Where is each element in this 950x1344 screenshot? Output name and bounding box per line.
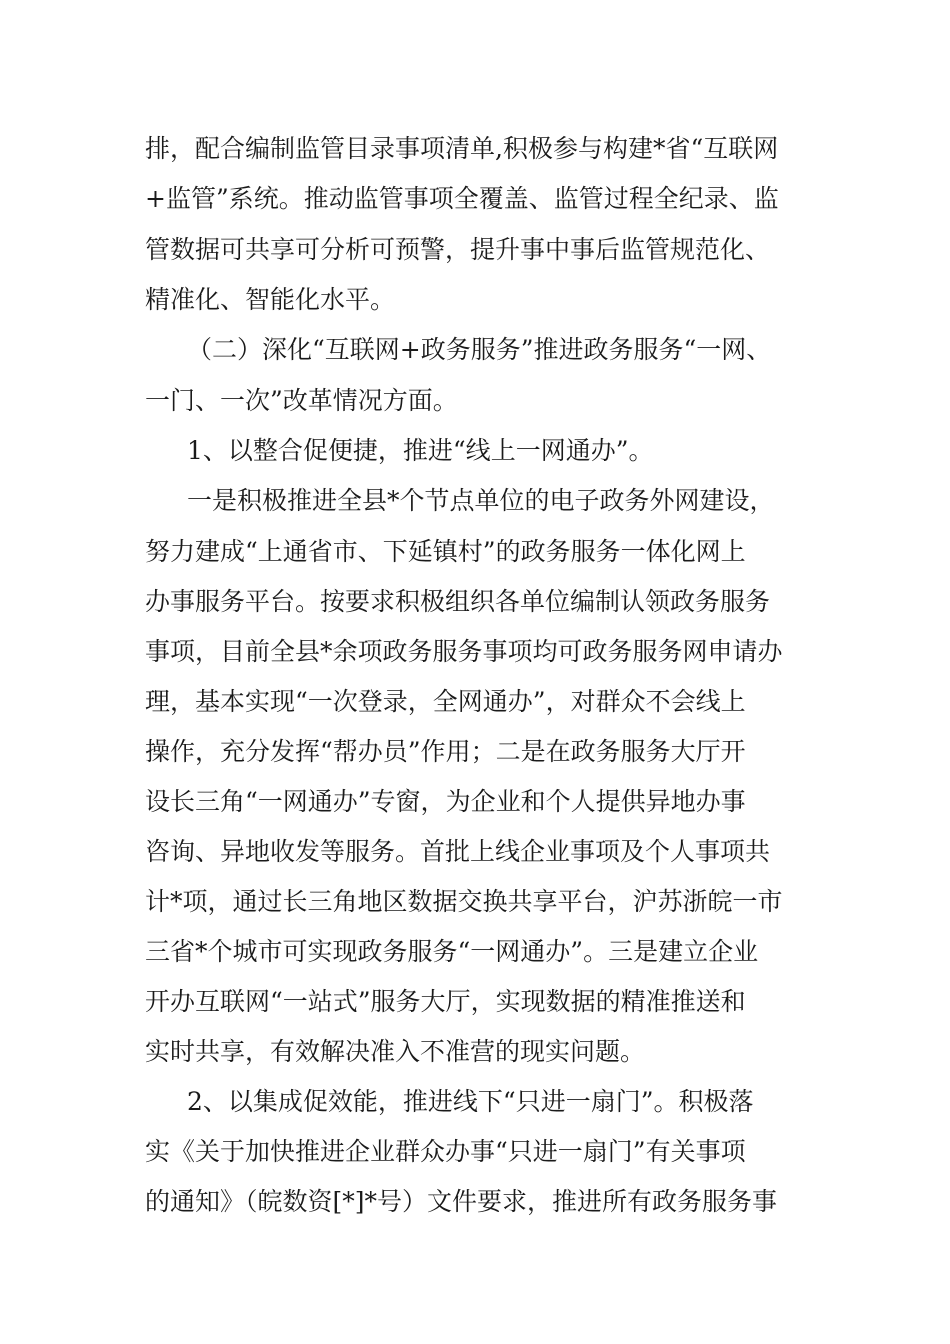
text-line-content: 一门、一次”改革情况方面。 [145,386,458,415]
text-line [145,677,950,727]
text-line-content: 一是积极推进全县*个节点单位的电子政务外网建设， [187,486,775,515]
text-line-content: 事项，目前全县*余项政务服务事项均可政务服务网申请办 [145,637,783,666]
text-line-content: 咨询、异地收发等服务。首批上线企业事项及个人事项共 [145,837,771,866]
text-line [145,275,950,325]
text-line-content: 的通知》（皖数资[*]*号）文件要求，推进所有政务服务事 [145,1187,778,1216]
text-line-content: 开办互联网“一站式”服务大厅，实现数据的精准推送和 [145,987,746,1016]
text-line-content: 管数据可共享可分析可预警，提升事中事后监管规范化、 [145,235,771,264]
text-line-content: +监管”系统。推动监管事项全覆盖、监管过程全纪录、监 [145,184,779,213]
text-line [145,627,950,677]
section-heading [187,325,950,375]
text-line [145,124,950,174]
text-line-content: 设长三角“一网通办”专窗，为企业和个人提供异地办事 [145,787,746,816]
subsection-heading-text: 1、以整合促便捷，推进“线上一网通办”。 [187,436,654,465]
text-line-content: 办事服务平台。按要求积极组织各单位编制认领政务服务 [145,587,771,616]
text-line [145,174,950,224]
subsection-heading-text: 2、以集成促效能，推进线下“只进一扇门”。积极落 [187,1087,754,1116]
text-line-content: 排，配合编制监管目录事项清单,积极参与构建*省“互联网 [145,134,779,163]
text-line-content: 实时共享，有效解决准入不准营的现实问题。 [145,1037,646,1066]
text-line [145,927,950,977]
text-line [145,376,950,426]
text-line [145,977,950,1027]
text-line [145,1127,950,1177]
text-line [145,777,950,827]
text-line [187,476,950,526]
text-line-content: 操作，充分发挥“帮办员”作用；二是在政务服务大厅开 [145,737,746,766]
section-heading-text: （二）深化“互联网+政务服务”推进政务服务“一网、 [187,335,772,364]
text-line-content: 理，基本实现“一次登录，全网通办”，对群众不会线上 [145,687,746,716]
text-line-content: 计*项，通过长三角地区数据交换共享平台，沪苏浙皖一市 [145,887,783,916]
text-line-content: 精准化、智能化水平。 [145,285,396,314]
text-line-content: 实《关于加快推进企业群众办事“只进一扇门”有关事项 [145,1137,746,1166]
text-line [145,1177,950,1227]
text-line [145,827,950,877]
subsection-heading [187,426,950,476]
text-line [145,527,950,577]
text-line [145,877,950,927]
text-line-content: 三省*个城市可实现政务服务“一网通办”。三是建立企业 [145,937,759,966]
text-line [145,577,950,627]
text-line [145,225,950,275]
text-line [145,727,950,777]
text-line-content: 努力建成“上通省市、下延镇村”的政务服务一体化网上 [145,537,746,566]
subsection-heading [187,1077,950,1127]
text-line [145,1027,950,1077]
